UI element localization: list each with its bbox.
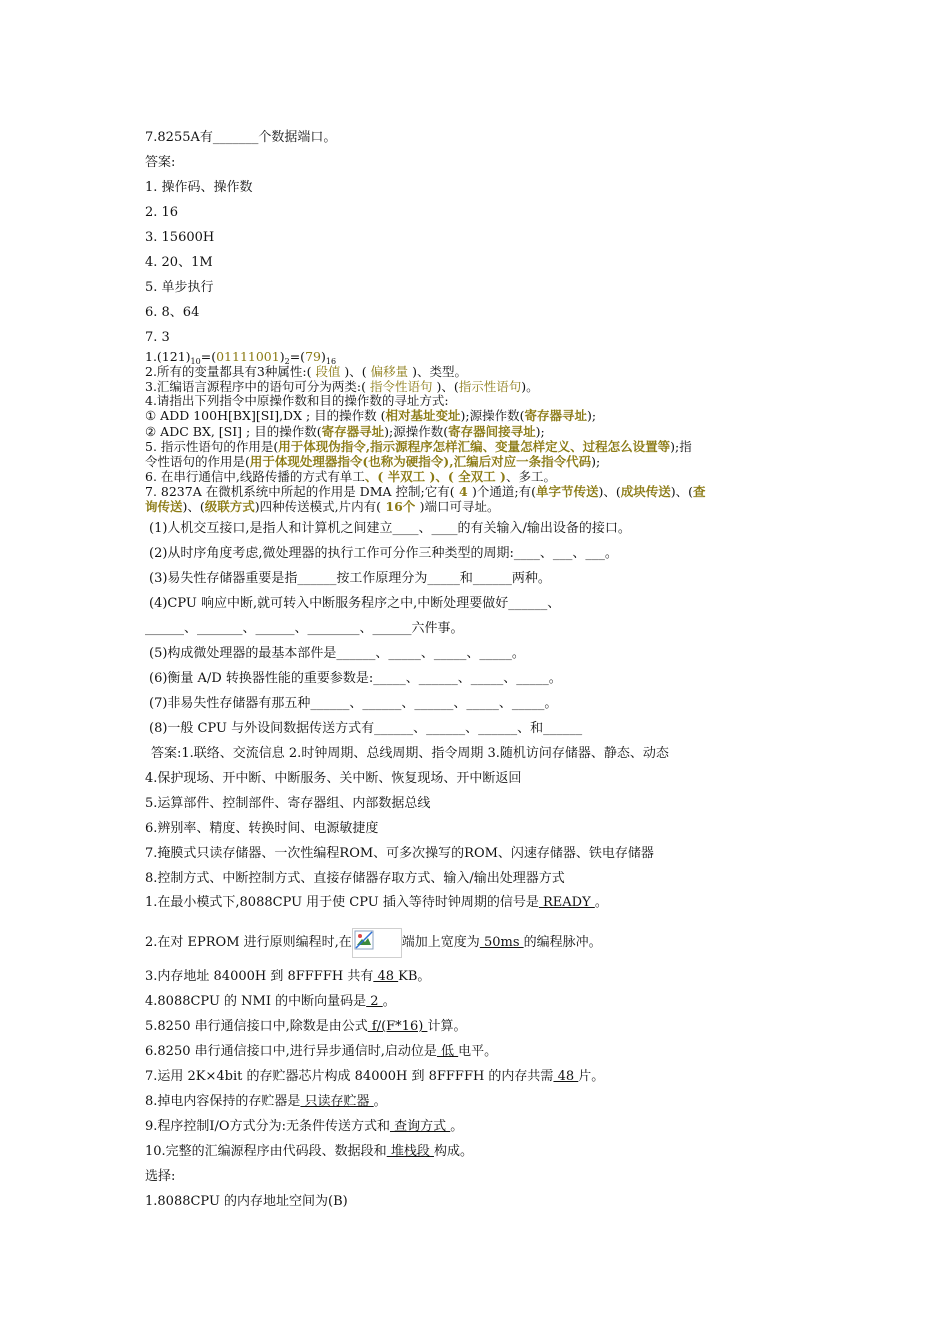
text-run: 6.8250 串行通信接口中,进行异步通信时,启动位是 xyxy=(145,1044,437,1059)
fill-line xyxy=(145,1044,497,1060)
text-run: 令性语句的作用是( xyxy=(145,454,250,469)
answer-text: 用于体现伪指令,指示源程序怎样汇编、变量怎样定义、过程怎么设置等 xyxy=(278,439,671,454)
subscript: 16 xyxy=(325,357,337,366)
text-line xyxy=(145,424,545,440)
fill-line xyxy=(145,994,396,1010)
broken-image-icon xyxy=(352,928,402,958)
text-run: ) xyxy=(279,349,285,364)
text-run: );源操作数( xyxy=(460,408,525,423)
text-line xyxy=(145,454,600,470)
answer-text: 16个 xyxy=(381,499,420,514)
fill-line xyxy=(145,927,602,959)
text-run: 7. 8237A 在微机系统中所起的作用是 DMA 控制;它有( xyxy=(145,484,455,499)
text-run: ); xyxy=(591,454,601,469)
section-heading: 选择: xyxy=(145,1169,176,1184)
fill-answer: 堆栈段 xyxy=(386,1144,434,1159)
text-run: 9.程序控制I/O方式分为:无条件传送方式和 xyxy=(145,1119,390,1134)
answer-item: 6. 8、64 xyxy=(145,305,200,320)
text-run: ); xyxy=(586,408,597,423)
fill-answer: READY xyxy=(538,895,595,910)
question-line: 1.8088CPU 的内存地址空间为(B) xyxy=(145,1194,348,1209)
fill-answer: 48 xyxy=(373,969,399,984)
text-run: 计算。 xyxy=(427,1019,467,1034)
text-run: );源操作数( xyxy=(384,424,449,439)
fill-line xyxy=(145,969,430,985)
question-line: ______、_______、______、________、______六件事。 xyxy=(145,621,464,636)
question-line: (4)CPU 响应中断,就可转入中断服务程序之中,中断处理要做好______、 xyxy=(149,596,561,611)
answer-line: 5.运算部件、控制部件、寄存器组、内部数据总线 xyxy=(145,796,431,811)
text-run: 5.8250 串行通信接口中,除数是由公式 xyxy=(145,1019,368,1034)
text-run: )、( xyxy=(182,499,205,514)
text-line xyxy=(145,408,596,424)
text-line xyxy=(145,484,706,500)
text-run: 2.所有的变量都具有3种属性:( xyxy=(145,364,312,379)
answer-text: 级联方式 xyxy=(204,499,255,514)
subscript: 10 xyxy=(190,357,201,366)
fill-answer: f/(F*16) xyxy=(367,1019,428,1034)
text-run: 端加上宽度为 xyxy=(401,935,480,950)
text-run: );指 xyxy=(670,439,692,454)
answer-text: 、( 半双工 )、( 全双工 ) xyxy=(364,469,506,484)
text-run: ); xyxy=(535,424,545,439)
answer-text: 指示性语句 xyxy=(458,379,522,394)
text-run: 构成。 xyxy=(433,1144,473,1159)
answer-item: 2. 16 xyxy=(145,205,179,220)
fill-answer: 48 xyxy=(553,1069,579,1084)
answer-text: 4 xyxy=(454,484,473,499)
text-run: )、类型。 xyxy=(412,364,468,379)
fill-line xyxy=(145,1119,463,1135)
text-run: 、多工。 xyxy=(505,469,556,484)
text-run: )、( xyxy=(344,364,367,379)
answer-heading: 答案: xyxy=(145,155,176,170)
question-line: (2)从时序角度考虑,微处理器的执行工作可分作三种类型的周期:____、___、___。 xyxy=(149,546,618,561)
text-line xyxy=(145,439,692,455)
question-line: (6)衡量 A/D 转换器性能的重要参数是:_____、______、_____、_____。 xyxy=(149,671,562,686)
answer-item: 5. 单步执行 xyxy=(145,280,214,295)
text-run: 7.运用 2K×4bit 的存贮器芯片构成 84000H 到 8FFFFH 的内存共需 xyxy=(145,1069,554,1084)
fill-answer: 2 xyxy=(366,994,383,1009)
answer-text: 询传送 xyxy=(145,499,183,514)
fill-line xyxy=(145,1144,473,1160)
answer-item: 7. 3 xyxy=(145,330,170,345)
answer-line: 答案:1.联络、交流信息 2.时钟周期、总线周期、指令周期 3.随机访问存储器、静态、动态 xyxy=(151,746,669,761)
question-line: (7)非易失性存储器有那五种______、______、______、_____、_____。 xyxy=(149,696,558,711)
answer-text: 段值 xyxy=(311,364,345,379)
answer-text: 79 xyxy=(305,349,321,364)
text-line xyxy=(145,469,556,485)
fill-line xyxy=(145,895,608,911)
text-run: 。 xyxy=(594,895,608,910)
text-run: 8.掉电内容保持的存贮器是 xyxy=(145,1094,301,1109)
answer-text: 偏移量 xyxy=(366,364,413,379)
fill-answer: 50ms xyxy=(479,935,524,950)
answer-text: 查 xyxy=(693,484,706,499)
text-line xyxy=(145,499,500,515)
text-run: 10.完整的汇编源程序由代码段、数据段和 xyxy=(145,1144,387,1159)
answer-item: 3. 15600H xyxy=(145,230,215,245)
text-line: 7.8255A有_______个数据端口。 xyxy=(145,130,337,145)
text-run: )端口可寻址。 xyxy=(419,499,500,514)
answer-text: 寄存器寻址 xyxy=(321,424,385,439)
fill-answer: 低 xyxy=(436,1044,459,1059)
question-line: (1)人机交互接口,是指人和计算机之间建立____、____的有关输入/输出设备的接口。 xyxy=(149,521,631,536)
text-run: 的编程脉冲。 xyxy=(523,935,602,950)
text-run: 1.在最小模式下,8088CPU 用于使 CPU 插入等待时钟周期的信号是 xyxy=(145,895,539,910)
answer-item: 1. 操作码、操作数 xyxy=(145,180,253,195)
answer-text: 寄存器寻址 xyxy=(524,408,587,423)
fill-line xyxy=(145,1094,387,1110)
text-run: )个通道;有( xyxy=(472,484,536,499)
text-run: ② ADC BX, [SI] ; 目的操作数( xyxy=(145,424,322,439)
text-run: )、( xyxy=(598,484,621,499)
text-run: )。 xyxy=(521,379,539,394)
answer-line: 8.控制方式、中断控制方式、直接存储器存取方式、输入/输出处理器方式 xyxy=(145,871,565,886)
question-line: (3)易失性存储器重要是指______按工作原理分为_____和______两种。 xyxy=(149,571,551,586)
text-run: )、( xyxy=(670,484,694,499)
text-run: 3.内存地址 84000H 到 8FFFFH 共有 xyxy=(145,969,374,984)
fill-answer: 只读存贮器 xyxy=(300,1094,374,1109)
text-line: 4.请指出下列指令中原操作数和目的操作数的寻址方式: xyxy=(145,393,449,408)
question-line: (8)一般 CPU 与外设间数据传送方式有______、______、______、和______ xyxy=(149,721,583,736)
text-run: =( xyxy=(200,349,217,364)
answer-text: 单字节传送 xyxy=(535,484,599,499)
answer-item: 4. 20、1M xyxy=(145,255,213,270)
answer-line: 7.掩膜式只读存储器、一次性编程ROM、可多次操写的ROM、闪速存储器、铁电存储器 xyxy=(145,846,654,861)
text-run: ) xyxy=(320,349,326,364)
answer-text: 01111001 xyxy=(216,349,280,364)
text-run: 4.8088CPU 的 NMI 的中断向量码是 xyxy=(145,994,367,1009)
fill-line xyxy=(145,1069,604,1085)
question-line: (5)构成微处理器的最基本部件是______、_____、_____、_____。 xyxy=(149,646,525,661)
text-run: 2.在对 EPROM 进行原则编程时,在 xyxy=(145,935,352,950)
answer-text: 相对基址变址 xyxy=(385,408,461,423)
text-run: 。 xyxy=(373,1094,387,1109)
answer-text: 用于体现处理器指令(也称为硬指令),汇编后对应一条指令代码 xyxy=(249,454,592,469)
text-run: =( xyxy=(289,349,306,364)
answer-text: 成块传送 xyxy=(620,484,671,499)
text-run: 1.(121) xyxy=(145,349,191,364)
text-run: 。 xyxy=(450,1119,464,1134)
answer-text: 寄存器间接寻址 xyxy=(448,424,536,439)
answer-line: 6.辨别率、精度、转换时间、电源敏捷度 xyxy=(145,821,379,836)
text-run: 6. 在串行通信中,线路传播的方式有单工 xyxy=(145,469,365,484)
text-run: 3.汇编语言源程序中的语句可分为两类:( xyxy=(145,379,367,394)
answer-text: 指令性语句 xyxy=(366,379,437,394)
fill-answer: 查询方式 xyxy=(389,1119,451,1134)
text-run: ① ADD 100H[BX][SI],DX ; 目的操作数 ( xyxy=(145,408,386,423)
text-run: 电平。 xyxy=(458,1044,498,1059)
subscript: 2 xyxy=(284,357,290,366)
fill-line xyxy=(145,1019,466,1035)
text-run: KB。 xyxy=(398,969,431,984)
text-run: 片。 xyxy=(578,1069,605,1084)
text-run: )四种传送模式,片内有( xyxy=(254,499,382,514)
text-run: 。 xyxy=(382,994,396,1009)
text-run: 5. 指示性语句的作用是( xyxy=(145,439,279,454)
text-run: )、( xyxy=(436,379,459,394)
answer-line: 4.保护现场、开中断、中断服务、关中断、恢复现场、开中断返回 xyxy=(145,771,522,786)
text-line xyxy=(145,364,467,380)
